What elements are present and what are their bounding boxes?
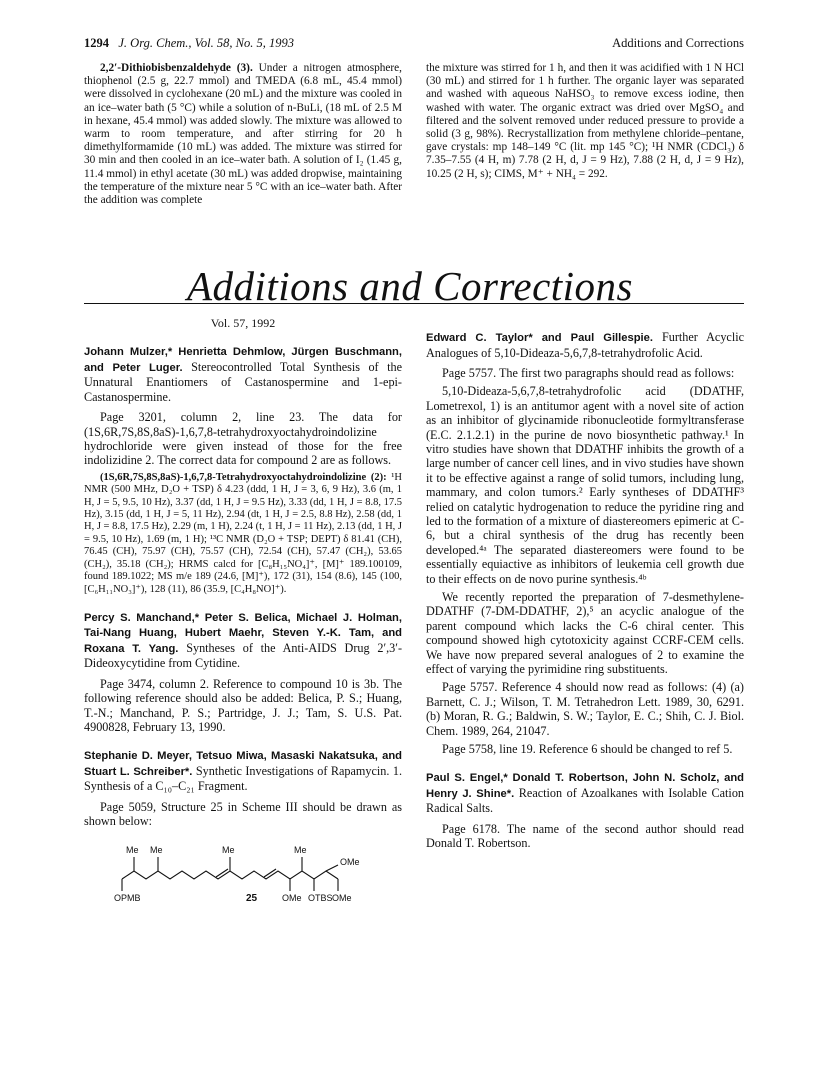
entry-mulzer-header [84, 344, 402, 404]
entry-title: Stereocontrolled Total Synthesis of the Unnatural Enantiomers of Castanospermine and 1-epi-Castanospermine. [84, 359, 402, 404]
group-label: OMe [282, 892, 302, 903]
group-label: OMe [332, 892, 352, 903]
entry-engel-header [426, 770, 744, 815]
journal-citation: J. Org. Chem., Vol. 58, No. 5, 1993 [118, 36, 294, 50]
procedure-text: Under a nitrogen atmosphere, thiophenol (2.5 g, 22.7 mmol) and TMEDA (6.8 mL, 45.4 mmol) were dissolved in cyclohexane (20 mL) and the mixture was cooled in an ice–water bath (5 °C) while a solution of n-BuLi, (18 mL of 2.5 M in hexane, 45.4 mmol) was added slowly. The mixture was allowed to warm to room temperature, and after stirring for 20 h dimethylformamide (10 mL) was added. The mixture was stirred for 30 min and then cooled in an ice–water bath. A solution of I₂ (1.45 g, 11.4 mmol) in ethyl acetate (30 mL) was added dropwise, maintaining the temperature of the mixture near 5 °C with an ice–water bath. After the addition was complete [84, 62, 403, 207]
correction-text: Page 6178. The name of the second author should read Donald T. Robertson. [426, 821, 744, 851]
volume-heading: Vol. 57, 1992 [210, 316, 276, 330]
entry-title: Reaction of Azoalkanes with Isolable Cation Radical Salts. [426, 785, 745, 816]
group-label: OPMB [114, 892, 141, 903]
correction-text: Page 5757. The first two paragraphs should read as follows: [442, 365, 735, 380]
correction-text: Page 5757. Reference 4 should now read as follows: (4) (a) Barnett, C. J.; Wilson, T. M. Tetrahedron Lett. 1989, 30, 6291. (b) Moran, R. G.; Baldwin, S. W.; Taylor, E. C.; Shih, C. J. Biol. Chem. 1989, 264, 21047. [426, 680, 744, 738]
correction-text: Page 3474, column 2. Reference to compound 10 is 3b. The following reference should also be added: Belica, P. S.; Huang, T.-N.; Manchand, P. S.; Partridge, J. J.; Tam, S. U.S. Pat. 4900828, February 13, 1990. [84, 676, 402, 735]
group-label: Me [294, 844, 307, 855]
entry-taylor-header [426, 330, 744, 360]
page-number: 1294 [84, 36, 109, 50]
title-rule [84, 303, 744, 304]
entry-title: Synthetic Investigations of Rapamycin. 1. Synthesis of a C₁₀–C₂₁ Fragment. [84, 763, 402, 794]
running-head [84, 36, 744, 54]
correction-text: Page 5059, Structure 25 in Scheme III should be drawn as shown below: [84, 799, 402, 829]
entry-authors: Paul S. Engel,* Donald T. Robertson, John N. Scholz, and Henry J. Shine*. [426, 772, 744, 800]
chemical-structure-25 [114, 837, 374, 905]
correction-text: Page 3201, column 2, line 23. The data for (1S,6R,7S,8S,8aS)-1,6,7,8-tetrahydroxyoctahydroindolizine hydrochloride were given instead of those for the free indolizidine 2. The correct data for compound 2 are as follows. [84, 410, 402, 468]
corrections-left-column [84, 312, 402, 908]
entry-title: Syntheses of the Anti-AIDS Drug 2′,3′-Dideoxycytidine from Cytidine. [84, 640, 402, 671]
group-label: OTBS [308, 892, 333, 903]
compound-data-heading: (1S,6R,7S,8S,8aS)-1,6,7,8-Tetrahydroxyoctahydroindolizine (2): [100, 471, 387, 483]
procedure-continuation: the mixture was stirred for 1 h, and then it was acidified with 1 N HCl (30 mL) and stirred for 1 h further. The organic layer was separated and washed with aqueous NaHSO₃ to remove excess iodine, then washed with water. The organic extract was dried over MgSO₄ and filtered and the solvent removed under reduced pressure to provide a solid (3 g, 98%). Recrystallization from methylene chloride–pentane, gave crystals: mp 148–149 °C (lit. mp 145 °C); ¹H NMR (CDCl₃) δ 7.35–7.55 (4 H, m) 7.78 (2 H, d, J = 9 Hz), 7.88 (2 H, d, J = 9 Hz), 10.25 (2 H, s); CIMS, M⁺ + NH₄ = 292. [426, 62, 744, 180]
correction-text: We recently reported the preparation of 7-desmethylene-DDATHF (7-DM-DDATHF, 2),⁵ an acyclic analogue of the parent compound which lacks the C-6 chiral center. This compound showed high cytotoxicity against CCRF-CEM cells. We have now prepared several analogues of 2 to examine the effect of varying the pyrimidine ring substituents. [426, 590, 744, 677]
section-title: Additions and Corrections [186, 263, 634, 309]
section-name: Additions and Corrections [612, 36, 744, 50]
entry-title: Further Acyclic Analogues of 5,10-Dideaza-5,6,7,8-tetrahydrofolic Acid. [426, 330, 745, 360]
top-left-column [84, 62, 402, 213]
structure-skeleton [122, 857, 338, 891]
correction-text: 5,10-Dideaza-5,6,7,8-tetrahydrofolic acid (DDATHF, Lometrexol, 1) is an antitumor agent with a novel site of action as an inhibitor of glycinamide ribonucleotide formyltransferase (E.C. 2.1.2.1) in the purine de novo biosynthetic pathway.¹ In vitro studies have shown that DDATHF inhibits the growth of a large number of cancer cell lines, and in vivo studies have shown it to be effective against a range of solid tumors, including lung, mammary, and colon tumors.² Early syntheses of DDATHF³ relied on catalytic hydrogenation to reduce the pyridine ring and led to the formation of a mixture of diastereomers epimeric at C-6, but a chiral synthesis of the drug has recently been developed.⁴ᵃ The separated diastereomers were found to be essentially equiactive as inhibitors of leukemia cell growth due to their effects on de novo purine synthesis.⁴ᵇ [426, 384, 744, 586]
compound-data-body: ¹H NMR (500 MHz, D₂O + TSP) δ 4.23 (ddd, 1 H, J = 3, 6, 9 Hz), 3.6 (m, 1 H, J = 5, 9.5, 10 Hz), 3.37 (dd, 1 H, J = 9.5 Hz), 3.33 (dd, 1 H, J = 8.8, 17.5 Hz), 3.15 (dd, 1 H, J = 5, 11 Hz), 2.94 (dt, 1 H, J = 2.5, 8.8 Hz), 2.58 (dd, 1 H, J = 8.8, 17.5 Hz), 2.29 (m, 1 H), 2.24 (t, 1 H, J = 11 Hz), 2.13 (dd, 1 H, J = 9.5, 10 Hz), 1.69 (m, 1 H); ¹³C NMR (D₂O + TSP; DEPT) δ 81.41 (CH), 76.45 (CH), 75.97 (CH), 75.57 (CH), 72.54 (CH), 57.47 (CH₂), 53.65 (CH₂), 35.18 (CH₂); HRMS calcd for [C₈H₁₅NO₄]⁺, [M]⁺ 189.100109, found 189.1022; MS m/e 189 (24.6, [M]⁺), 172 (31), 154 (8.6), 145 (100, [C₆H₁₁NO₃]⁺), 128 (11), 86 (35.9, [C₄H₈NO]⁺). [84, 471, 402, 595]
entry-meyer-header [84, 748, 402, 793]
entry-authors: Johann Mulzer,* Henrietta Dehmlow, Jürgen Buschmann, and Peter Luger. [84, 346, 402, 374]
compound-data [84, 472, 402, 596]
group-label: Me [126, 844, 139, 855]
compound-number: 25 [246, 892, 258, 904]
correction-text: Page 5758, line 19. Reference 6 should be changed to ref 5. [442, 742, 733, 757]
compound-heading: 2,2′-Dithiobisbenzaldehyde (3). [100, 62, 253, 74]
group-label: Me [222, 844, 235, 855]
group-label: Me [150, 844, 163, 855]
entry-authors: Edward C. Taylor* and Paul Gillespie. [426, 332, 653, 344]
running-head-left [84, 36, 294, 51]
corrections-right-column [426, 330, 744, 855]
top-right-column [426, 62, 744, 187]
entry-manchand-header [84, 610, 402, 671]
group-label: OMe [340, 856, 360, 867]
entry-authors: Percy S. Manchand,* Peter S. Belica, Michael J. Holman, Tai-Nang Huang, Hubert Maehr, Steven Y.-K. Tam, and Roxana T. Yang. [84, 611, 402, 655]
entry-authors: Stephanie D. Meyer, Tetsuo Miwa, Masaski Nakatsuka, and Stuart L. Schreiber*. [84, 750, 402, 778]
